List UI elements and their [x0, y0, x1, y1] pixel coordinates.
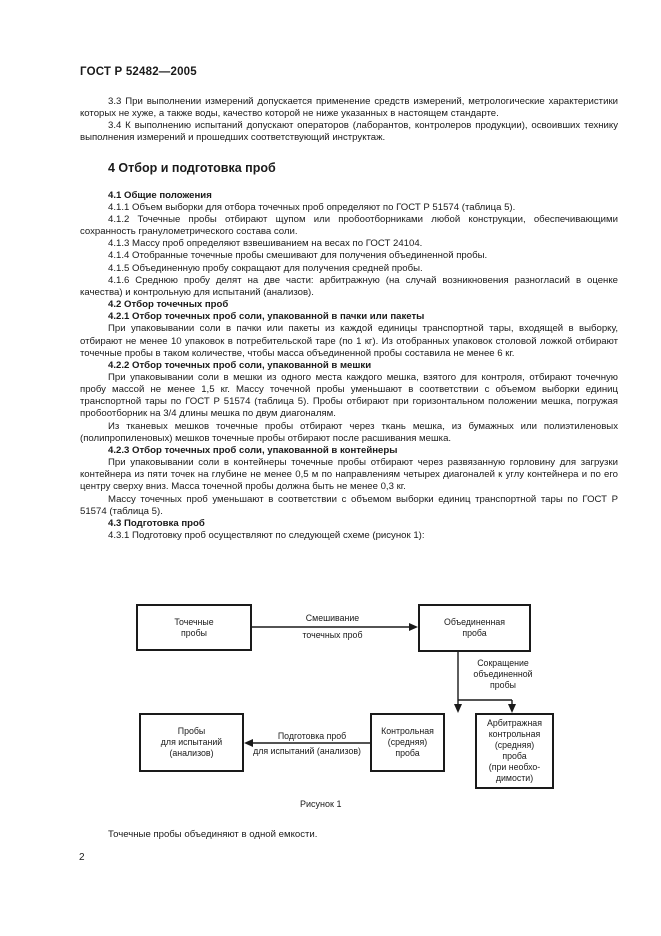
paragraph-4-1-2: 4.1.2 Точечные пробы отбирают щупом или пробоотборниками любой конструкции, обеспечивающими сохранность гранулометрического состава соли.: [80, 213, 618, 238]
subsection-4-2-2-title: 4.2.2 Отбор точечных проб соли, упакованной в мешки: [108, 359, 372, 371]
subsection-4-3-title: 4.3 Подготовка проб: [108, 517, 205, 529]
section-4-title: 4 Отбор и подготовка проб: [108, 160, 276, 175]
paragraph-4-2-1: При упаковывании соли в пачки или пакеты из каждой единицы транспортной тары, входящей в выборку, отбирают не менее 10 упаковок в потребительской таре (по 1 кг). Из отобранных упаковок столовой ложкой отбирают точечные пробы в таком количестве, чтобы масса объединенной пробы составила не менее 6 кг.: [80, 323, 618, 359]
paragraph-4-1-6: 4.1.6 Среднюю пробу делят на две части: арбитражную (на случай возникновения разногласий в оценке качества) и контрольную для испытаний (анализов).: [80, 274, 618, 298]
document-header: ГОСТ Р 52482—2005: [80, 66, 197, 78]
label-reduction: Сокращение объединенной пробы: [473, 658, 533, 690]
subsection-4-1-title: 4.1 Общие положения: [108, 189, 212, 201]
label-point-samples-mix: точечных проб: [302, 630, 363, 640]
paragraph-3-3: 3.3 При выполнении измерений допускается применение средств измерений, метрологические характеристики которых не хуже, а также воды, качество которой не ниже указанных в настоящем стандарте.: [80, 96, 618, 120]
document-body: [80, 96, 618, 542]
figure-caption: Рисунок 1: [300, 799, 342, 809]
closing-text: Точечные пробы объединяют в одной емкости.: [108, 829, 318, 840]
paragraph-4-1-1: 4.1.1 Объем выборки для отбора точечных проб определяют по ГОСТ Р 51574 (таблица 5).: [108, 201, 516, 213]
page-number: 2: [79, 852, 85, 863]
paragraph-4-2-2a: При упаковывании соли в мешки из одного места каждого мешка, взятого для контроля, отбирают точечную пробу массой не менее 1,5 кг. Массу точечной пробы уменьшают в соответствии с объемом выборки единиц транспортной тары по ГОСТ Р 51574 (таблица 5). Пробы отбирают при горизонтальном положении мешка, погружая пробоотборник на 3/4 длины мешка по двум диагоналям.: [80, 371, 618, 420]
paragraph-4-1-5: 4.1.5 Объединенную пробу сокращают для получения средней пробы.: [108, 262, 423, 274]
paragraph-3-4: 3.4 К выполнению испытаний допускают операторов (лаборантов, контролеров продукции), освоивших технику выполнения измерений и прошедших соответствующий инструктаж.: [80, 120, 618, 144]
paragraph-4-3-1: 4.3.1 Подготовку проб осуществляют по следующей схеме (рисунок 1):: [108, 530, 425, 541]
paragraph-4-1-3: 4.1.3 Массу проб определяют взвешиванием на весах по ГОСТ 24104.: [108, 238, 423, 250]
label-prep-bottom: для испытаний (анализов): [253, 746, 361, 756]
subsection-4-2-1-title: 4.2.1 Отбор точечных проб соли, упакованной в пачки или пакеты: [108, 311, 425, 323]
arrow-reduce-head: [454, 704, 462, 713]
subsection-4-2-3-title: 4.2.3 Отбор точечных проб соли, упакованной в контейнеры: [108, 444, 398, 456]
paragraph-4-2-3a: При упаковывании соли в контейнеры точечные пробы отбирают через развязанную горловину для загрузки контейнера из пяти точек на глубине не менее 0,5 м по направлениям четырех диагоналей к углу контейнера и по его центру сверху вниз. Масса точечной пробы должна быть не менее 0,3 кг.: [80, 457, 618, 493]
box-test-samples: Пробы для испытаний (анализов): [139, 713, 244, 772]
arrow-mix-head: [409, 623, 418, 631]
paragraph-4-2-2b: Из тканевых мешков точечные пробы отбирают через ткань мешка, из бумажных или полиэтиленовых (полипропиленовых) мешков точечные пробы отбирают после расшивания мешка.: [80, 420, 618, 444]
box-point-samples: Точечные пробы: [136, 604, 252, 651]
box-combined-sample: Объединенная проба: [418, 604, 531, 652]
subsection-4-2-title: 4.2 Отбор точечных проб: [108, 299, 229, 311]
box-arbitration-sample: Арбитражная контрольная (средняя) проба (при необхо- димости): [475, 713, 554, 789]
label-prep-top: Подготовка проб: [277, 731, 347, 741]
arrow-arbitr-head: [508, 704, 516, 713]
paragraph-4-1-4: 4.1.4 Отобранные точечные пробы смешивают для получения объединенной пробы.: [108, 250, 488, 262]
label-mixing: Смешивание: [305, 613, 360, 623]
box-control-sample: Контрольная (средняя) проба: [370, 713, 445, 772]
paragraph-4-2-3b: Массу точечных проб уменьшают в соответствии с объемом выборки единиц транспортной тары по ГОСТ Р 51574 (таблица 5).: [80, 493, 618, 517]
